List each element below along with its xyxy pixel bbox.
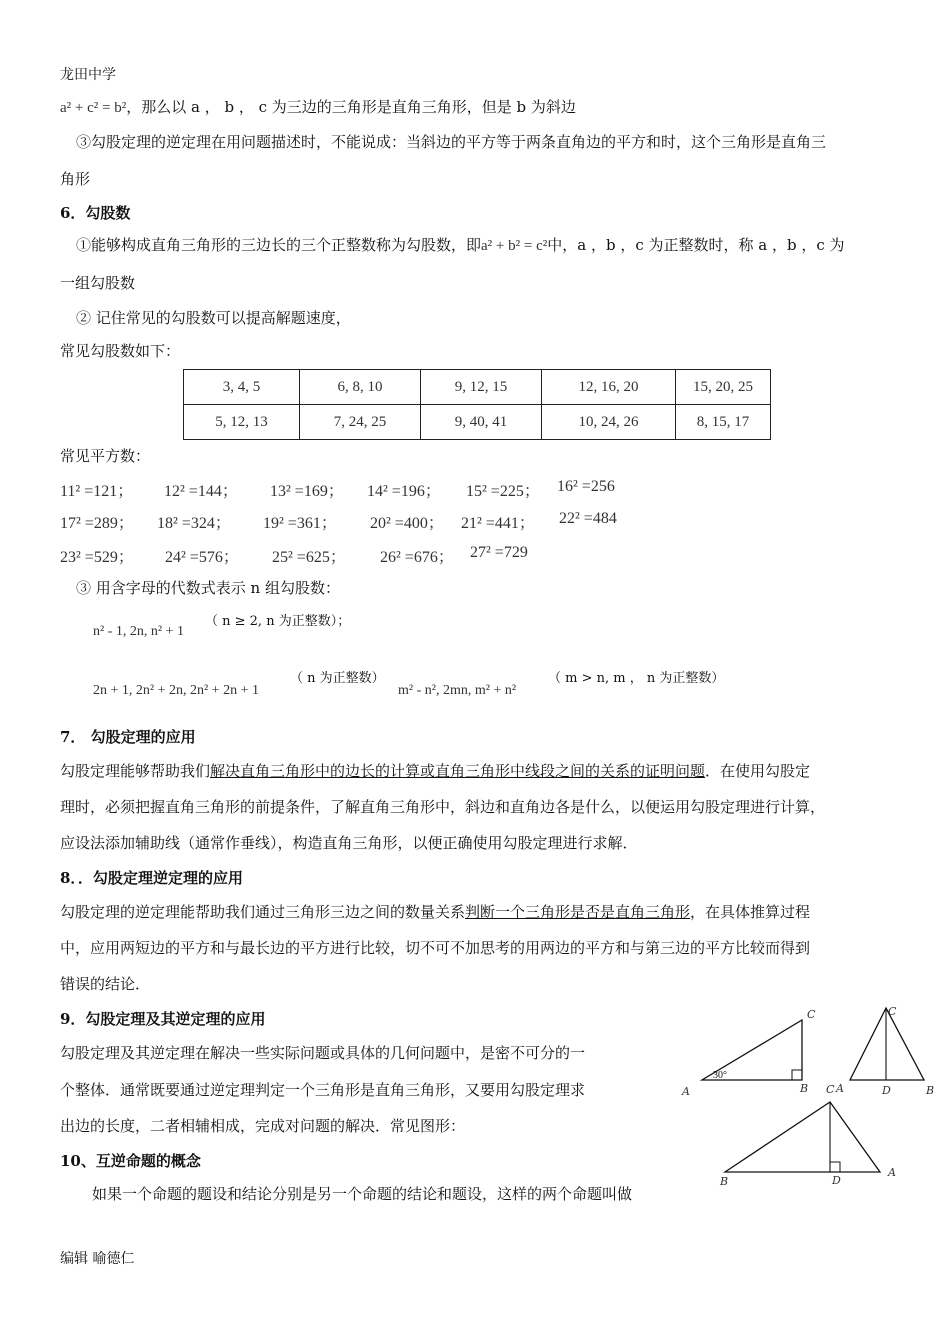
intro-line1 — [60, 96, 576, 119]
squares-item: 19² =361； — [263, 515, 337, 532]
squares-item: 22² =484 — [559, 510, 617, 527]
squares-item: 14² =196； — [367, 483, 441, 500]
section8-line2: 中，应用两短边的平方和与最长边的平方进行比较，切不可不加思考的用两边的平方和与第三边的平方比较而得到 — [60, 939, 811, 957]
figure-isosceles-altitude — [835, 1005, 934, 1097]
fig2-label-b: B — [926, 1084, 935, 1097]
formula-1-condition: （ n ≥ 2, n 为正整数）； — [205, 614, 351, 629]
table-cell: 9, 12, 15 — [421, 370, 542, 405]
section9-line3: 出边的长度，二者相辅相成，完成对问题的解决．常见图形： — [60, 1117, 466, 1135]
section6-p2: ② 记住常见的勾股数可以提高解题速度， — [76, 309, 351, 327]
squares-item: 15² =225； — [466, 483, 540, 500]
intro-equation: a² + c² = b² — [60, 100, 127, 116]
squares-label: 常见平方数： — [60, 447, 151, 465]
section6-p1-b: 中，a ，b ，c 为正整数时，称 a ，b ，c 为 — [547, 236, 845, 254]
section10-line1: 如果一个命题的题设和结论分别是另一个命题的结论和题设，这样的两个命题叫做 — [92, 1185, 633, 1203]
squares-item: 25² =625； — [272, 549, 346, 566]
section7-line1-a: 勾股定理能够帮助我们 — [60, 762, 211, 780]
section9-heading: 9．勾股定理及其逆定理的应用 — [60, 1010, 266, 1028]
section7-line2: 理时，必须把握直角三角形的前提条件，了解直角三角形中，斜边和直角边各是什么，以便运用勾股定理进行计算， — [60, 798, 826, 816]
fig2-label-d: D — [882, 1084, 891, 1097]
section8-line1-underlined: 判断一个三角形是否是直角三角形 — [465, 903, 691, 921]
section7-line3: 应设法添加辅助线（通常作垂线），构造直角三角形，以便正确使用勾股定理进行求解． — [60, 834, 638, 852]
fig2-label-a: A — [836, 1082, 844, 1095]
table-cell: 6, 8, 10 — [300, 370, 421, 405]
fig1-label-b: B — [800, 1082, 809, 1095]
fig1-label-a: A — [682, 1085, 690, 1098]
section6-p1-line2: 一组勾股数 — [60, 274, 136, 292]
squares-item: 11² =121； — [60, 483, 134, 500]
intro-note3-line2: 角形 — [60, 170, 91, 188]
table-cell: 10, 24, 26 — [542, 405, 676, 440]
fig3-label-a: A — [888, 1166, 896, 1179]
squares-item: 24² =576； — [165, 549, 239, 566]
table-cell: 3, 4, 5 — [184, 370, 300, 405]
table-cell: 9, 40, 41 — [421, 405, 542, 440]
formula-1: n² - 1, 2n, n² + 1 — [93, 624, 184, 639]
header-school: 龙田中学 — [60, 67, 116, 83]
section6-p3: 常见勾股数如下： — [60, 342, 181, 360]
intro-note3-line1: ③勾股定理的逆定理在用问题描述时，不能说成：当斜边的平方等于两条直角边的平方和时，这个三角形是直角三 — [76, 133, 827, 151]
section7-heading: 7． 勾股定理的应用 — [60, 728, 196, 746]
formula-2: 2n + 1, 2n² + 2n, 2n² + 2n + 1 — [93, 683, 259, 698]
section9-line1: 勾股定理及其逆定理在解决一些实际问题或具体的几何问题中，是密不可分的一 — [60, 1044, 586, 1062]
table-row — [184, 370, 771, 405]
squares-item: 12² =144； — [164, 483, 238, 500]
squares-item: 16² =256 — [557, 478, 615, 495]
fig1-label-c: C — [807, 1008, 816, 1021]
pythagorean-triples-table — [183, 369, 771, 440]
formula-3: m² - n², 2mn, m² + n² — [398, 683, 517, 698]
fig2-label-c: C — [888, 1005, 897, 1018]
figure-right-triangle-30 — [681, 1008, 816, 1098]
section6-heading: 6．勾股数 — [60, 204, 131, 222]
fig3-label-c: C — [826, 1083, 835, 1096]
squares-item: 20² =400； — [370, 515, 444, 532]
footer-editor: 编辑 喻德仁 — [60, 1251, 135, 1267]
squares-item: 26² =676； — [380, 549, 454, 566]
intro-line1-text: ，那么以 a ， b ， c 为三边的三角形是直角三角形，但是 b 为斜边 — [126, 98, 576, 116]
table-cell: 15, 20, 25 — [676, 370, 771, 405]
squares-item: 21² =441； — [461, 515, 535, 532]
section7-line1-underlined: 解决直角三角形中的边长的计算或直角三角形中线段之间的关系的证明问题 — [210, 762, 706, 780]
section10-heading: 10、互逆命题的概念 — [60, 1152, 201, 1170]
section6-p1-a: ①能够构成直角三角形的三边长的三个正整数称为勾股数，即 — [76, 236, 482, 254]
section9-line2: 个整体．通常既要通过逆定理判定一个三角形是直角三角形，又要用勾股定理求 — [60, 1081, 586, 1099]
formula-2-condition: （ n 为正整数） — [290, 671, 385, 686]
squares-item: 23² =529； — [60, 549, 134, 566]
squares-item: 18² =324； — [157, 515, 231, 532]
section6-p1-equation: a² + b² = c² — [481, 238, 548, 254]
table-cell: 12, 16, 20 — [542, 370, 676, 405]
section8-line1-a: 勾股定理的逆定理能帮助我们通过三角形三边之间的数量关系 — [60, 903, 466, 921]
section8-line1-b: ，在具体推算过程 — [690, 903, 811, 921]
fig3-label-d: D — [832, 1174, 841, 1187]
figure-right-triangle-altitude — [719, 1083, 896, 1188]
fig1-angle-label: 30° — [713, 1070, 727, 1081]
section6-p1 — [76, 234, 845, 257]
squares-item: 27² =729 — [470, 544, 528, 561]
section7-line1 — [60, 760, 810, 782]
table-cell: 8, 15, 17 — [676, 405, 771, 440]
squares-item: 17² =289； — [60, 515, 134, 532]
formula-3-condition: （ m > n, m ， n 为正整数） — [548, 671, 725, 686]
fig3-label-b: B — [720, 1175, 729, 1188]
table-row — [184, 405, 771, 440]
section8-line1 — [60, 901, 810, 923]
section7-line1-b: ．在使用勾股定 — [705, 762, 811, 780]
section6-p4: ③ 用含字母的代数式表示 n 组勾股数： — [76, 579, 340, 597]
table-cell: 5, 12, 13 — [184, 405, 300, 440]
table-cell: 7, 24, 25 — [300, 405, 421, 440]
squares-item: 13² =169； — [270, 483, 344, 500]
section8-heading: 8．．勾股定理逆定理的应用 — [60, 869, 243, 887]
geometry-figures — [680, 1000, 940, 1195]
section8-line3: 错误的结论． — [60, 975, 151, 993]
